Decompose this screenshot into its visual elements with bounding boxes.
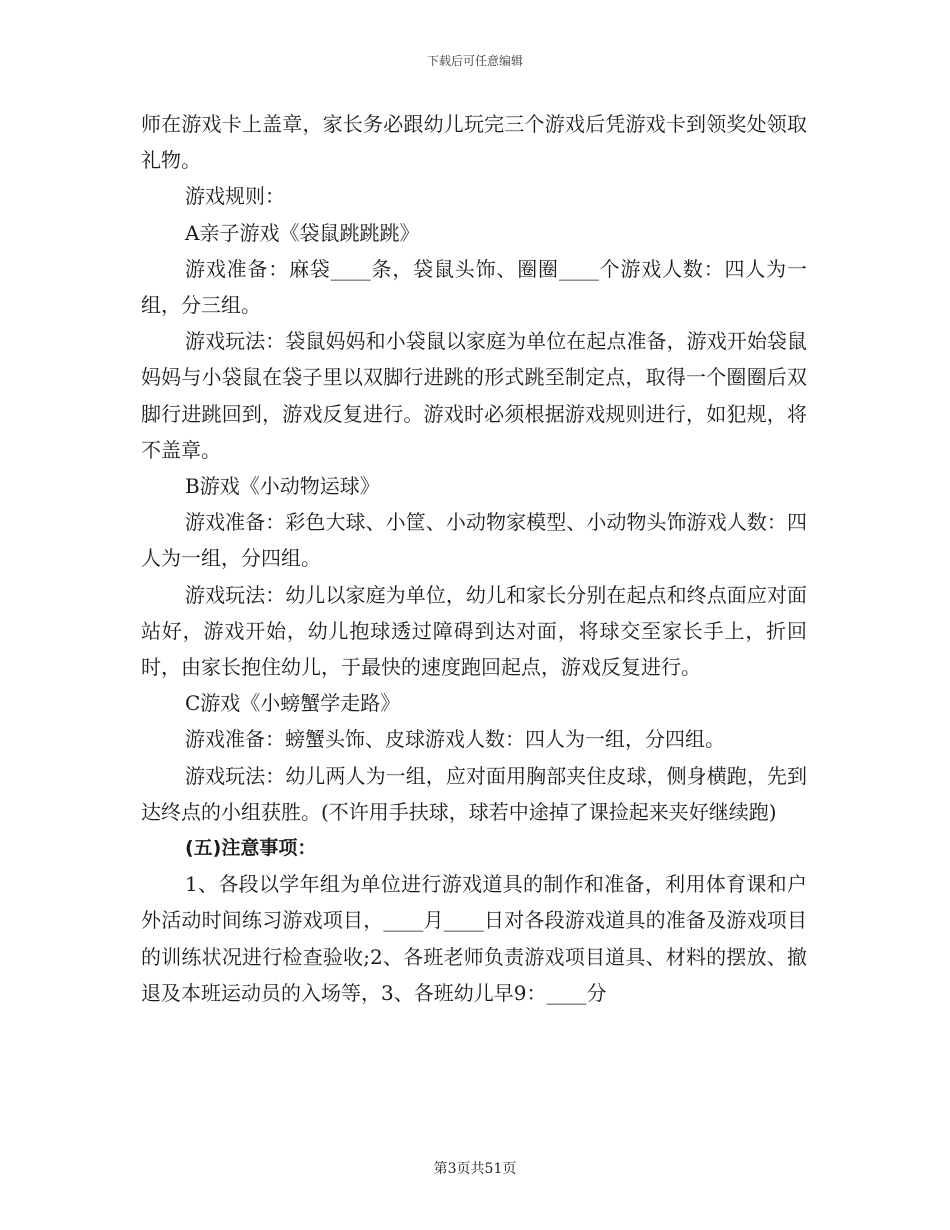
game-a-title: A亲子游戏《袋鼠跳跳跳》 [185, 220, 420, 245]
section-heading-notes: (五)注意事项： [185, 837, 317, 860]
game-a-preparation: 游戏准备：麻袋____条，袋鼠头饰、圈圈____个游戏人数：四人为一组，分三组。 [141, 256, 807, 318]
page-footer: 第3页共51页 [433, 1161, 517, 1177]
notes-paragraph: 1、各段以学年组为单位进行游戏道具的制作和准备，利用体育课和户外活动时间练习游戏项目，____月____日对各段游戏道具的准备及游戏项目的训练状况进行检查验收;2、各班老师负责游戏项目道具、材料的摆放、撤退及本班运动员的入场等，3、各班幼儿早9：____分 [141, 872, 807, 1005]
page-header: 下载后可任意编辑 [426, 54, 523, 68]
game-b-title: B游戏《小动物运球》 [185, 474, 380, 499]
game-c-preparation: 游戏准备：螃蟹头饰、皮球游戏人数：四人为一组，分四组。 [185, 727, 725, 752]
game-c-title: C游戏《小螃蟹学走路》 [185, 691, 401, 716]
paragraph-1: 师在游戏卡上盖章，家长务必跟幼儿玩完三个游戏后凭游戏卡到领奖处领取礼物。 [141, 112, 807, 173]
paragraph-rules-title: 游戏规则： [185, 184, 285, 209]
game-c-gameplay: 游戏玩法：幼儿两人为一组，应对面用胸部夹住皮球，侧身横跑，先到达终点的小组获胜。(不许用手扶球，球若中途掉了课捡起来夹好继续跑) [141, 763, 807, 824]
game-b-gameplay: 游戏玩法：幼儿以家庭为单位，幼儿和家长分别在起点和终点面应对面站好，游戏开始，幼儿抱球透过障碍到达对面，将球交至家长手上，折回时，由家长抱住幼儿，于最快的速度跑回起点，游戏反复进行。 [141, 582, 807, 680]
game-a-gameplay: 游戏玩法：袋鼠妈妈和小袋鼠以家庭为单位在起点准备，游戏开始袋鼠妈妈与小袋鼠在袋子里以双脚行进跳的形式跳至制定点，取得一个圈圈后双脚行进跳回到，游戏反复进行。游戏时必须根据游戏规则进行，如犯规，将不盖章。 [141, 329, 807, 462]
document-body [141, 106, 807, 1011]
game-b-preparation: 游戏准备：彩色大球、小筐、小动物家模型、小动物头饰游戏人数：四人为一组，分四组。 [141, 510, 807, 571]
